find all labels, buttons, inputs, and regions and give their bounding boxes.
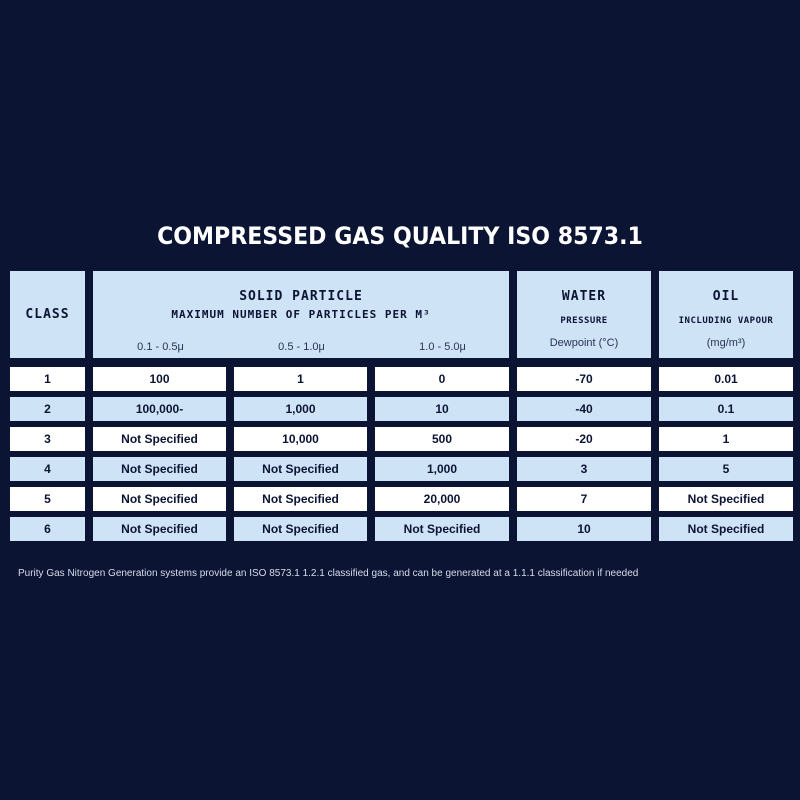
- particle-cell-1-0-5-0: [375, 367, 509, 391]
- cell-value: Not Specified: [687, 522, 765, 536]
- particle-cell-0-5-1-0: [234, 517, 367, 541]
- oil-header-title: OIL: [712, 289, 740, 304]
- particle-cell-1-0-5-0: [375, 457, 509, 481]
- class-header-label: CLASS: [25, 307, 70, 322]
- particle-cell-0-1-0-5: [93, 367, 226, 391]
- class-cell: [10, 397, 85, 421]
- cell-value: -20: [575, 432, 593, 446]
- water-header-title: WATER: [561, 289, 607, 304]
- particle-size-label: 0.5 - 1.0μ: [278, 341, 325, 353]
- footnote: Purity Gas Nitrogen Generation systems provide an ISO 8573.1 1.2.1 classified gas, and can be generated at a 1.1.1 classification if needed: [18, 568, 639, 579]
- cell-value: 0: [438, 372, 446, 386]
- cell-value: 2: [44, 402, 51, 416]
- cell-value: Not Specified: [403, 522, 481, 536]
- cell-value: 10: [577, 522, 591, 536]
- water-dewpoint-cell: [517, 457, 651, 481]
- cell-value: 100,000-: [135, 402, 184, 416]
- oil-cell: [659, 397, 793, 421]
- particle-cell-0-5-1-0: [234, 457, 367, 481]
- oil-cell: [659, 367, 793, 391]
- cell-value: 5: [722, 462, 730, 476]
- particle-cell-0-5-1-0: [234, 487, 367, 511]
- class-cell: [10, 517, 85, 541]
- cell-value: -40: [575, 402, 593, 416]
- class-header: [10, 271, 85, 358]
- cell-value: 1: [722, 432, 730, 446]
- cell-value: Not Specified: [121, 462, 198, 476]
- particle-cell-1-0-5-0: [375, 487, 509, 511]
- cell-value: 3: [44, 432, 51, 446]
- particle-cell-0-1-0-5: [93, 397, 226, 421]
- cell-value: 1: [297, 372, 304, 386]
- cell-value: -70: [575, 372, 593, 386]
- particle-cell-0-5-1-0: [234, 367, 367, 391]
- cell-value: Not Specified: [262, 462, 339, 476]
- cell-value: 1,000: [426, 462, 458, 476]
- particle-cell-1-0-5-0: [375, 397, 509, 421]
- cell-value: Not Specified: [121, 432, 198, 446]
- cell-value: 100: [149, 372, 170, 386]
- particle-cell-1-0-5-0: [375, 427, 509, 451]
- oil-header-sub: INCLUDING VAPOUR: [678, 316, 774, 326]
- page-title: COMPRESSED GAS QUALITY ISO 8573.1: [157, 222, 643, 250]
- cell-value: 7: [580, 492, 588, 506]
- solid-particle-header: [93, 271, 509, 358]
- particle-cell-0-5-1-0: [234, 397, 367, 421]
- particle-size-label: 0.1 - 0.5μ: [137, 341, 184, 353]
- water-dewpoint-cell: [517, 517, 651, 541]
- class-cell: [10, 427, 85, 451]
- water-header: [517, 271, 651, 358]
- oil-header-unit: (mg/m³): [706, 337, 746, 349]
- oil-header: [659, 271, 793, 358]
- cell-value: 1: [44, 372, 51, 386]
- oil-cell: [659, 517, 793, 541]
- cell-value: Not Specified: [121, 492, 198, 506]
- water-header-unit: Dewpoint (°C): [549, 337, 619, 349]
- water-dewpoint-cell: [517, 427, 651, 451]
- water-dewpoint-cell: [517, 487, 651, 511]
- particle-cell-0-1-0-5: [93, 457, 226, 481]
- particle-cell-0-1-0-5: [93, 517, 226, 541]
- oil-cell: [659, 427, 793, 451]
- cell-value: 1,000: [285, 402, 316, 416]
- cell-value: 20,000: [423, 492, 461, 506]
- particle-size-label: 1.0 - 5.0μ: [419, 341, 466, 353]
- cell-value: 0.01: [714, 372, 738, 386]
- solid-particle-title: SOLID PARTICLE: [239, 289, 363, 304]
- cell-value: Not Specified: [262, 492, 339, 506]
- cell-value: 10,000: [282, 432, 319, 446]
- particle-cell-1-0-5-0: [375, 517, 509, 541]
- oil-cell: [659, 487, 793, 511]
- oil-cell: [659, 457, 793, 481]
- cell-value: 4: [44, 462, 51, 476]
- class-cell: [10, 367, 85, 391]
- cell-value: 10: [435, 402, 449, 416]
- solid-particle-subtitle: MAXIMUM NUMBER OF PARTICLES PER M³: [171, 308, 431, 321]
- cell-value: Not Specified: [687, 492, 765, 506]
- cell-value: Not Specified: [262, 522, 339, 536]
- water-dewpoint-cell: [517, 397, 651, 421]
- particle-cell-0-1-0-5: [93, 487, 226, 511]
- cell-value: 5: [44, 492, 51, 506]
- water-dewpoint-cell: [517, 367, 651, 391]
- cell-value: 500: [431, 432, 453, 446]
- cell-value: 0.1: [717, 402, 735, 416]
- cell-value: 6: [44, 522, 51, 536]
- cell-value: 3: [580, 462, 588, 476]
- particle-cell-0-5-1-0: [234, 427, 367, 451]
- class-cell: [10, 457, 85, 481]
- cell-value: Not Specified: [121, 522, 198, 536]
- water-header-sub: PRESSURE: [560, 316, 608, 326]
- class-cell: [10, 487, 85, 511]
- particle-cell-0-1-0-5: [93, 427, 226, 451]
